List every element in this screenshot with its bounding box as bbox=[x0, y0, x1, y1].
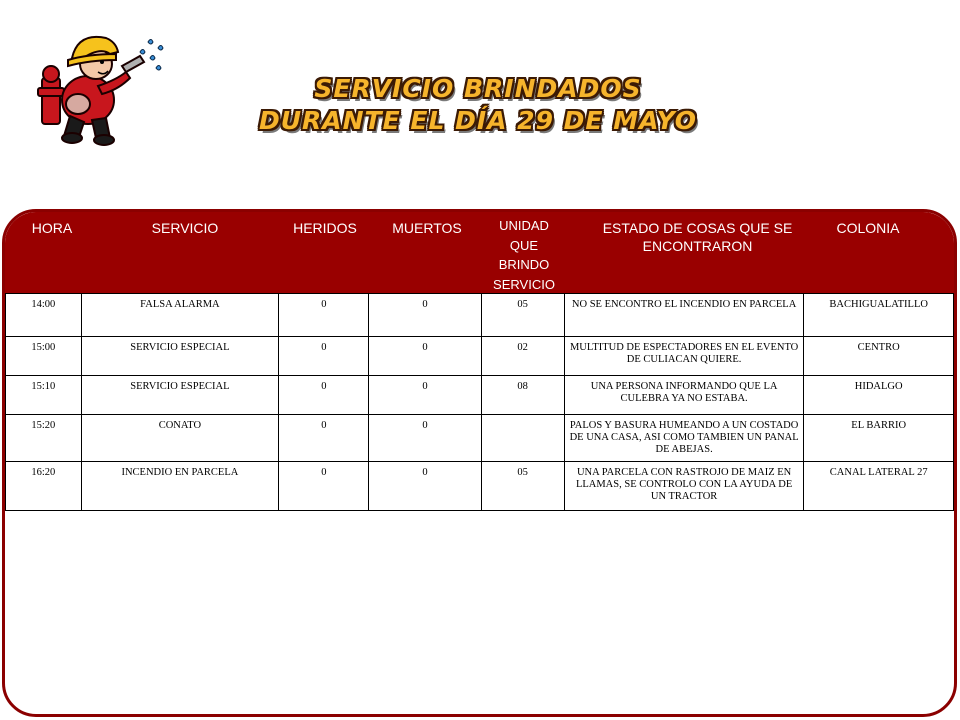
cell-estado: NO SE ENCONTRO EL INCENDIO EN PARCELA bbox=[564, 294, 804, 337]
cell-muertos: 0 bbox=[369, 376, 481, 415]
table-row bbox=[6, 415, 954, 462]
cell-heridos: 0 bbox=[279, 462, 369, 511]
cell-muertos: 0 bbox=[369, 462, 481, 511]
cell-estado: UNA PERSONA INFORMANDO QUE LA CULEBRA YA NO ESTABA. bbox=[564, 376, 804, 415]
cell-unidad: 05 bbox=[481, 294, 564, 337]
cell-estado: UNA PARCELA CON RASTROJO DE MAIZ EN LLAMAS, SE CONTROLO CON LA AYUDA DE UN TRACTOR bbox=[564, 462, 804, 511]
cell-unidad: 05 bbox=[481, 462, 564, 511]
cell-muertos: 0 bbox=[369, 294, 481, 337]
cell-heridos: 0 bbox=[279, 294, 369, 337]
cell-heridos: 0 bbox=[279, 415, 369, 462]
table-row bbox=[6, 462, 954, 511]
header-muertos: MUERTOS bbox=[392, 220, 462, 236]
header-estado: ESTADO DE COSAS QUE SE ENCONTRARON bbox=[602, 220, 793, 254]
header-unidad-line-3: BRINDO bbox=[498, 257, 550, 272]
cell-servicio: SERVICIO ESPECIAL bbox=[81, 376, 279, 415]
cell-hora: 16:20 bbox=[6, 462, 82, 511]
cell-heridos: 0 bbox=[279, 337, 369, 376]
header-servicio: SERVICIO bbox=[151, 220, 219, 236]
cell-colonia: CENTRO bbox=[804, 337, 954, 376]
cell-colonia: HIDALGO bbox=[804, 376, 954, 415]
report-frame bbox=[2, 209, 957, 717]
cell-estado: PALOS Y BASURA HUMEANDO A UN COSTADO DE UNA CASA, ASI COMO TAMBIEN UN PANAL DE ABEJAS. bbox=[564, 415, 804, 462]
cell-estado: MULTITUD DE ESPECTADORES EN EL EVENTO DE CULIACAN QUIERE. bbox=[564, 337, 804, 376]
table-row bbox=[6, 376, 954, 415]
header-heridos: HERIDOS bbox=[293, 220, 357, 236]
header-unidad bbox=[483, 216, 565, 294]
header-hora: HORA bbox=[31, 220, 73, 236]
cell-colonia: BACHIGUALATILLO bbox=[804, 294, 954, 337]
cell-heridos: 0 bbox=[279, 376, 369, 415]
table-row bbox=[6, 294, 954, 337]
cell-hora: 15:20 bbox=[6, 415, 82, 462]
header-unidad-line-1: UNIDAD bbox=[499, 218, 549, 233]
cell-unidad: 02 bbox=[481, 337, 564, 376]
cell-colonia: EL BARRIO bbox=[804, 415, 954, 462]
table-row bbox=[6, 337, 954, 376]
cell-servicio: SERVICIO ESPECIAL bbox=[81, 337, 279, 376]
cell-servicio: INCENDIO EN PARCELA bbox=[81, 462, 279, 511]
cell-hora: 15:10 bbox=[6, 376, 82, 415]
cell-muertos: 0 bbox=[369, 415, 481, 462]
table-header-band bbox=[5, 212, 954, 294]
cell-unidad bbox=[481, 415, 564, 462]
cell-colonia: CANAL LATERAL 27 bbox=[804, 462, 954, 511]
cell-servicio: CONATO bbox=[81, 415, 279, 462]
services-table bbox=[5, 293, 954, 511]
page-title-line-2: DURANTE EL DÍA 29 DE MAYO bbox=[258, 106, 698, 135]
cell-unidad: 08 bbox=[481, 376, 564, 415]
cell-muertos: 0 bbox=[369, 337, 481, 376]
header-colonia: COLONIA bbox=[836, 220, 900, 236]
page-title-line-1: SERVICIO BRINDADOS bbox=[314, 74, 642, 103]
cell-hora: 14:00 bbox=[6, 294, 82, 337]
cell-hora: 15:00 bbox=[6, 337, 82, 376]
cell-servicio: FALSA ALARMA bbox=[81, 294, 279, 337]
header-unidad-line-4: SERVICIO bbox=[493, 276, 555, 292]
header-unidad-line-2: QUE bbox=[509, 237, 539, 253]
